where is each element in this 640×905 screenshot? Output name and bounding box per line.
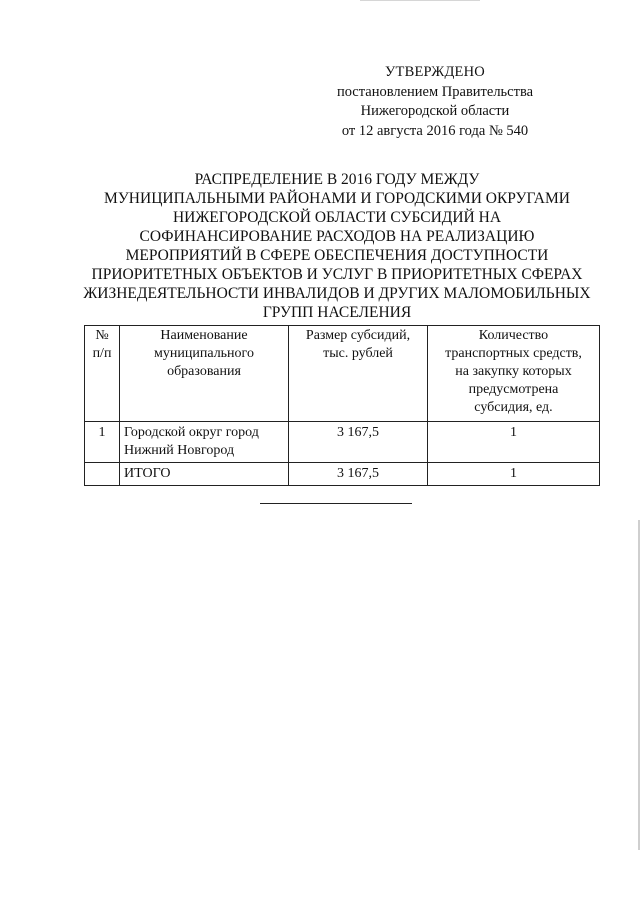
title-line: СОФИНАНСИРОВАНИЕ РАСХОДОВ НА РЕАЛИЗАЦИЮ [139, 228, 535, 245]
title-line: ГРУПП НАСЕЛЕНИЯ [262, 304, 412, 321]
header-name-line: муниципального [154, 346, 254, 361]
title-line: МУНИЦИПАЛЬНЫМИ РАЙОНАМИ И ГОРОДСКИМИ ОКРУГАМИ [104, 190, 570, 207]
cell-total-amount: 3 167,5 [289, 463, 428, 486]
cell-name [120, 422, 289, 463]
header-count-line: субсидия, ед. [474, 400, 553, 415]
table-header-row [85, 326, 600, 422]
header-num-line: п/п [92, 346, 112, 361]
header-name-line: Наименование [160, 328, 248, 343]
cell-name-line: Нижний Новгород [124, 443, 235, 458]
header-name-line: образования [167, 364, 241, 379]
approval-block [330, 63, 540, 141]
header-name [120, 326, 289, 422]
header-count [428, 326, 600, 422]
title-line: НИЖЕГОРОДСКОЙ ОБЛАСТИ СУБСИДИЙ НА [172, 209, 502, 226]
header-amount-line: Размер субсидий, [305, 328, 411, 343]
title-line: РАСПРЕДЕЛЕНИЕ В 2016 ГОДУ МЕЖДУ [194, 171, 480, 188]
header-count-line: предусмотрена [468, 382, 559, 397]
cell-name-line: Городской округ город [124, 425, 259, 440]
header-count-line: Количество [478, 328, 549, 343]
total-row [85, 463, 600, 486]
header-num-line: № [95, 328, 109, 343]
header-amount [289, 326, 428, 422]
closing-rule [260, 503, 412, 504]
cell-total-count: 1 [428, 463, 600, 486]
scan-artifact-top [360, 0, 480, 1]
approval-line-2: Нижегородской области [360, 103, 510, 119]
header-amount-line: тыс. рублей [323, 346, 393, 361]
cell-count: 1 [428, 422, 600, 463]
subsidy-table [84, 325, 600, 486]
cell-total-label: ИТОГО [120, 463, 289, 486]
header-count-line: транспортных средств, [445, 346, 582, 361]
header-count-line: на закупку которых [455, 364, 572, 379]
title-line: МЕРОПРИЯТИЙ В СФЕРЕ ОБЕСПЕЧЕНИЯ ДОСТУПНОСТИ [125, 247, 549, 264]
approval-line-3: от 12 августа 2016 года № 540 [341, 122, 529, 139]
approval-stamp: УТВЕРЖДЕНО [385, 64, 485, 80]
title-line: ЖИЗНЕДЕЯТЕЛЬНОСТИ ИНВАЛИДОВ И ДРУГИХ МАЛОМОБИЛЬНЫХ [83, 285, 591, 302]
approval-line-1: постановлением Правительства [336, 83, 534, 100]
table-row [85, 422, 600, 463]
cell-total-num [85, 463, 120, 486]
title-line: ПРИОРИТЕТНЫХ ОБЪЕКТОВ И УСЛУГ В ПРИОРИТЕТНЫХ СФЕРАХ [91, 266, 583, 283]
header-num [85, 326, 120, 422]
document-title [48, 170, 626, 322]
cell-amount: 3 167,5 [289, 422, 428, 463]
cell-num: 1 [85, 422, 120, 463]
